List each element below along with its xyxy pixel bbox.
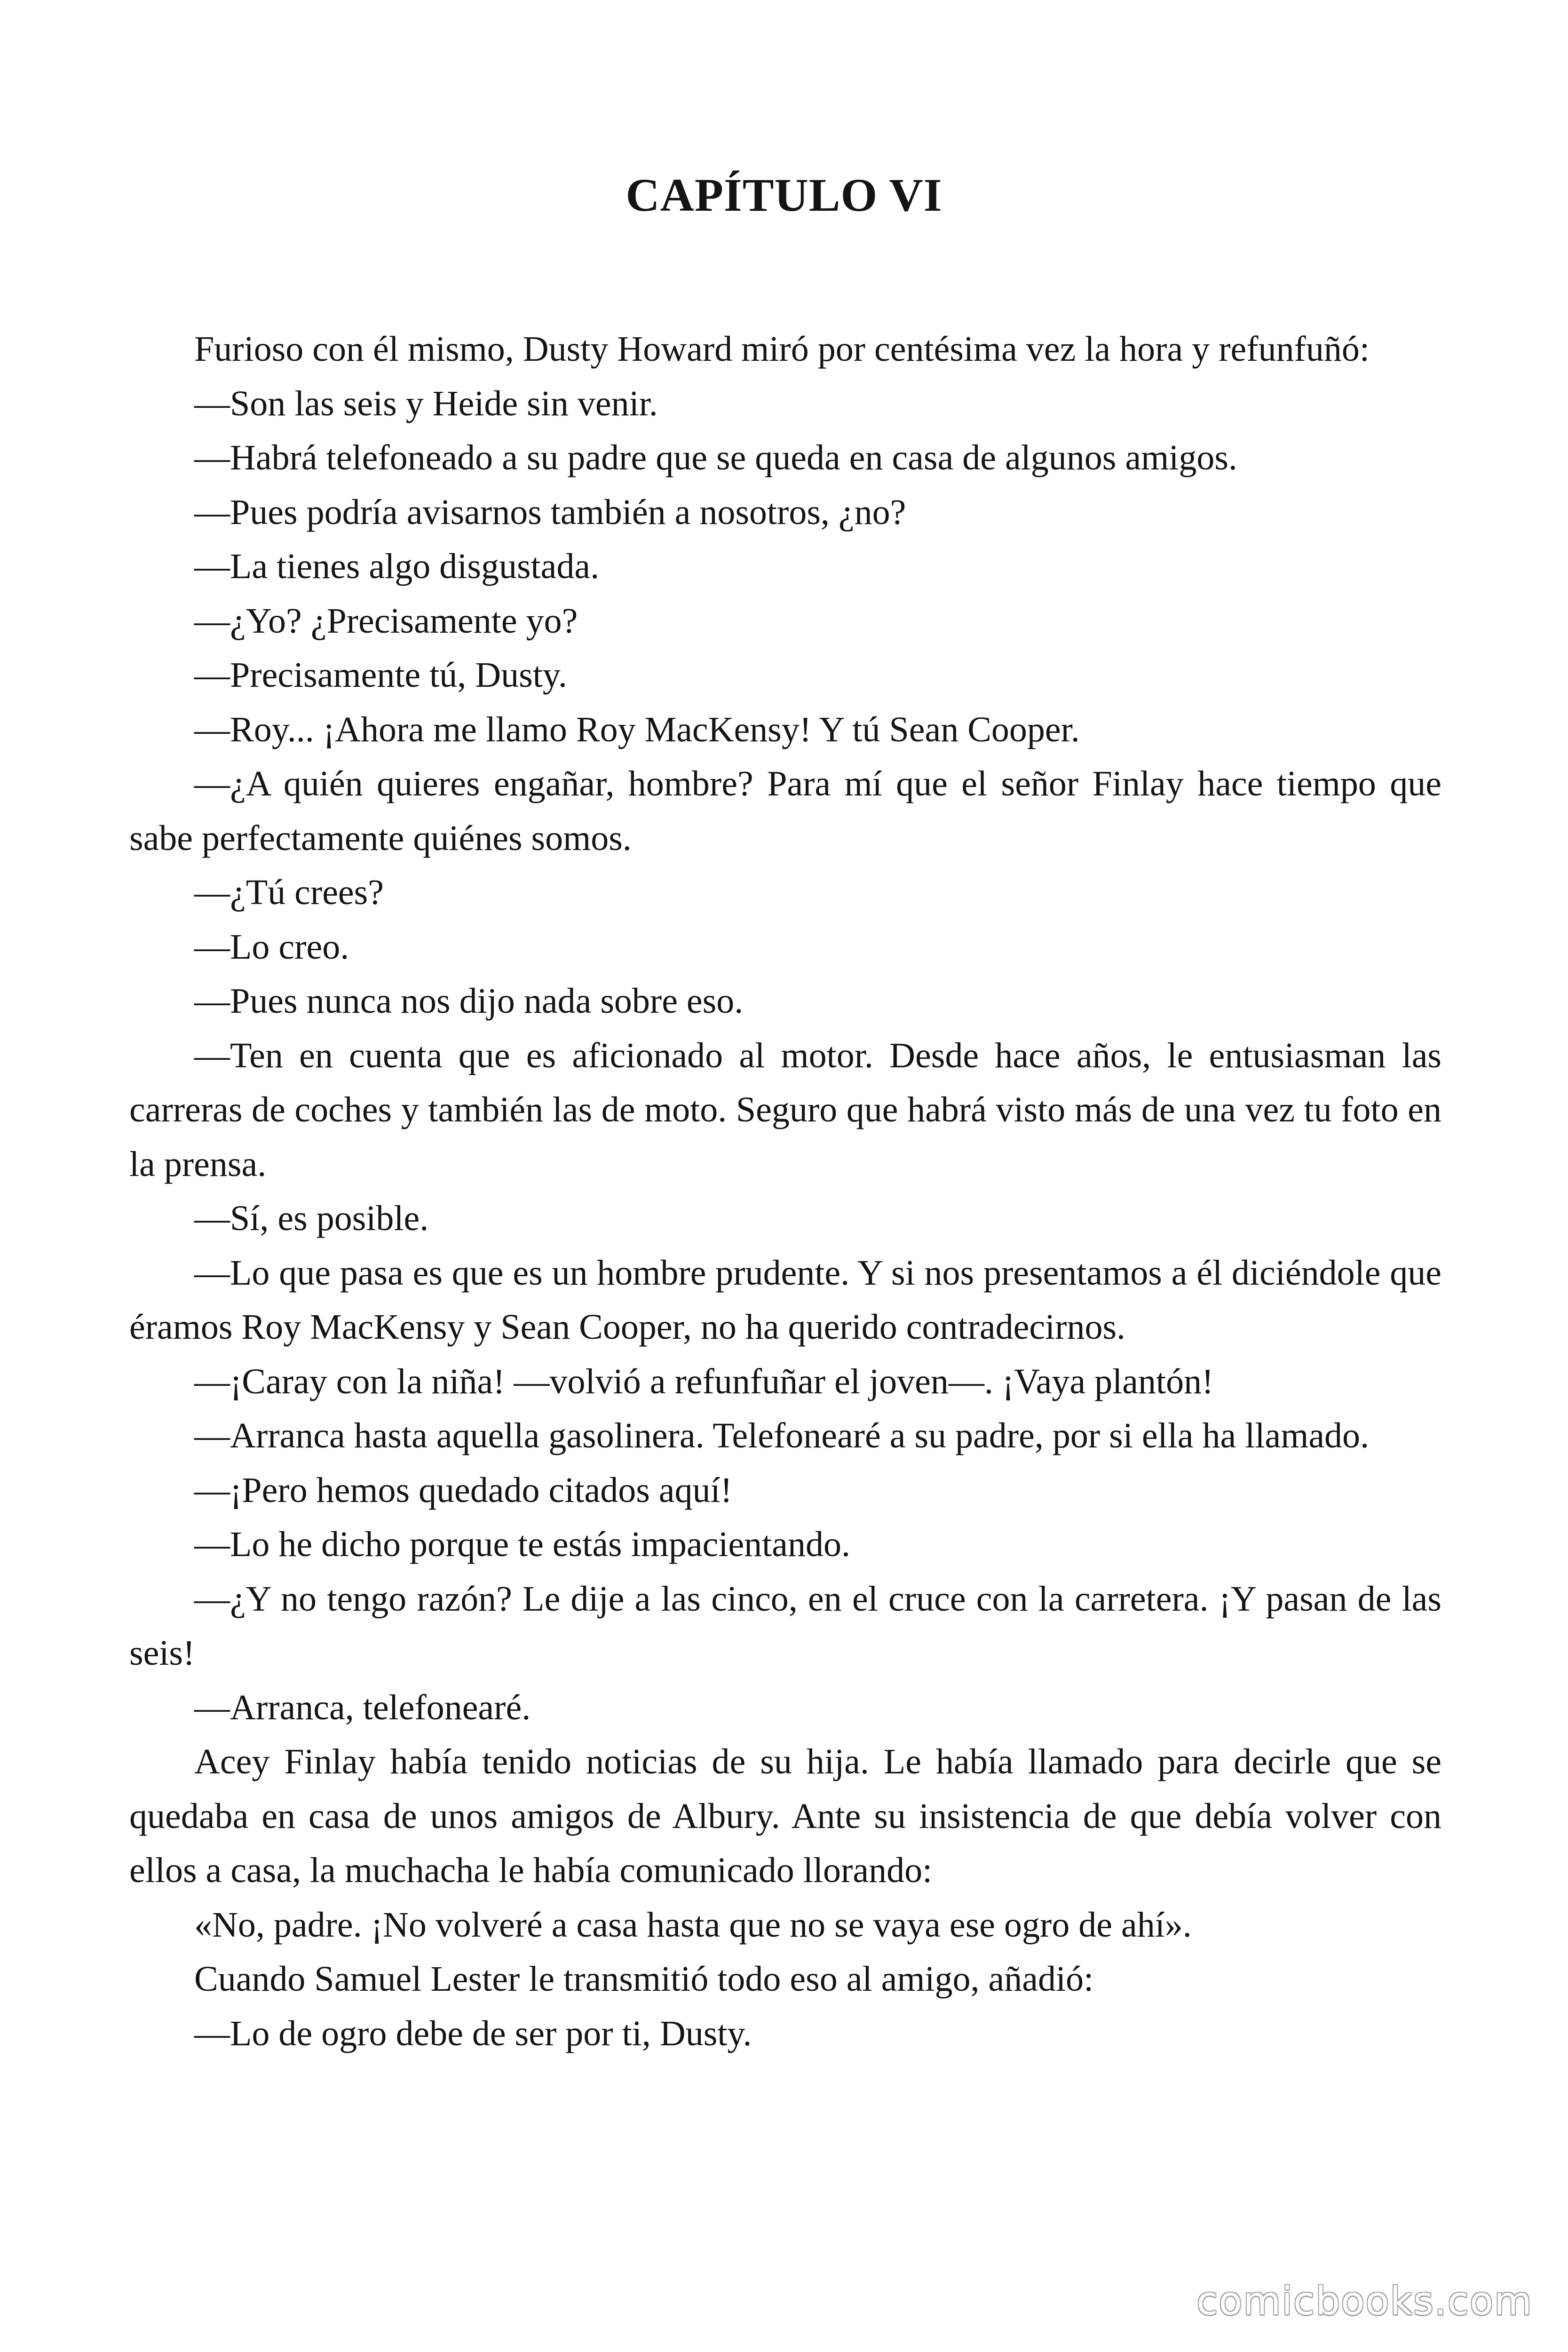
- paragraph: Furioso con él mismo, Dusty Howard miró por centésima vez la hora y refunfuñó:: [194, 329, 1370, 369]
- paragraph: —Arranca, telefonearé.: [194, 1687, 531, 1727]
- paragraph: —Pues nunca nos dijo nada sobre eso.: [194, 981, 744, 1021]
- paragraph: —¿A quién quieres engañar, hombre? Para mí que el señor Finlay hace tiempo que sabe perfectamente quiénes somos.: [129, 764, 1441, 858]
- paragraph: —Habrá telefoneado a su padre que se queda en casa de algunos amigos.: [194, 438, 1237, 477]
- paragraph: —¡Pero hemos quedado citados aquí!: [194, 1470, 732, 1510]
- chapter-title: CAPÍTULO VI: [626, 169, 942, 221]
- paragraph: Cuando Samuel Lester le transmitió todo eso al amigo, añadió:: [194, 1959, 1094, 1999]
- paragraph: —¡Caray con la niña! —volvió a refunfuñar el joven—. ¡Vaya plantón!: [194, 1361, 1214, 1401]
- paragraph: —Precisamente tú, Dusty.: [194, 655, 567, 695]
- paragraph: —Roy... ¡Ahora me llamo Roy MacKensy! Y tú Sean Cooper.: [194, 709, 1080, 749]
- paragraph: Acey Finlay había tenido noticias de su hija. Le había llamado para decirle que se quedaba en casa de unos amigos de Albury. Ante su insistencia de que debía volver con ellos a casa, la muchacha le había comunicado llorando:: [129, 1742, 1441, 1890]
- paragraph: —¿Tú crees?: [194, 873, 384, 912]
- paragraph: —Sí, es posible.: [194, 1199, 429, 1238]
- paragraph: —¿Yo? ¿Precisamente yo?: [194, 601, 578, 641]
- paragraph: —Lo creo.: [194, 927, 349, 967]
- paragraph: —Pues podría avisarnos también a nosotros, ¿no?: [194, 492, 906, 532]
- paragraph: —Lo de ogro debe de ser por ti, Dusty.: [194, 2013, 752, 2053]
- chapter-body: [129, 322, 1441, 2061]
- watermark: comicbooks.com: [1196, 2279, 1533, 2324]
- paragraph: —Lo que pasa es que es un hombre prudente. Y si nos presentamos a él diciéndole que éramos Roy MacKensy y Sean Cooper, no ha querido contradecirnos.: [129, 1253, 1441, 1347]
- paragraph: —Lo he dicho porque te estás impacientando.: [194, 1525, 851, 1564]
- paragraph: «No, padre. ¡No volveré a casa hasta que no se vaya ese ogro de ahí».: [194, 1905, 1192, 1945]
- paragraph: —Son las seis y Heide sin venir.: [194, 383, 658, 423]
- paragraph: —Arranca hasta aquella gasolinera. Telefonearé a su padre, por si ella ha llamado.: [194, 1416, 1370, 1455]
- paragraph: —La tienes algo disgustada.: [194, 547, 600, 586]
- paragraph: —¿Y no tengo razón? Le dije a las cinco, en el cruce con la carretera. ¡Y pasan de las seis!: [129, 1579, 1441, 1673]
- paragraph: —Ten en cuenta que es aficionado al motor. Desde hace años, le entusiasman las carreras de coches y también las de moto. Seguro que habrá visto más de una vez tu foto en la prensa.: [129, 1035, 1441, 1184]
